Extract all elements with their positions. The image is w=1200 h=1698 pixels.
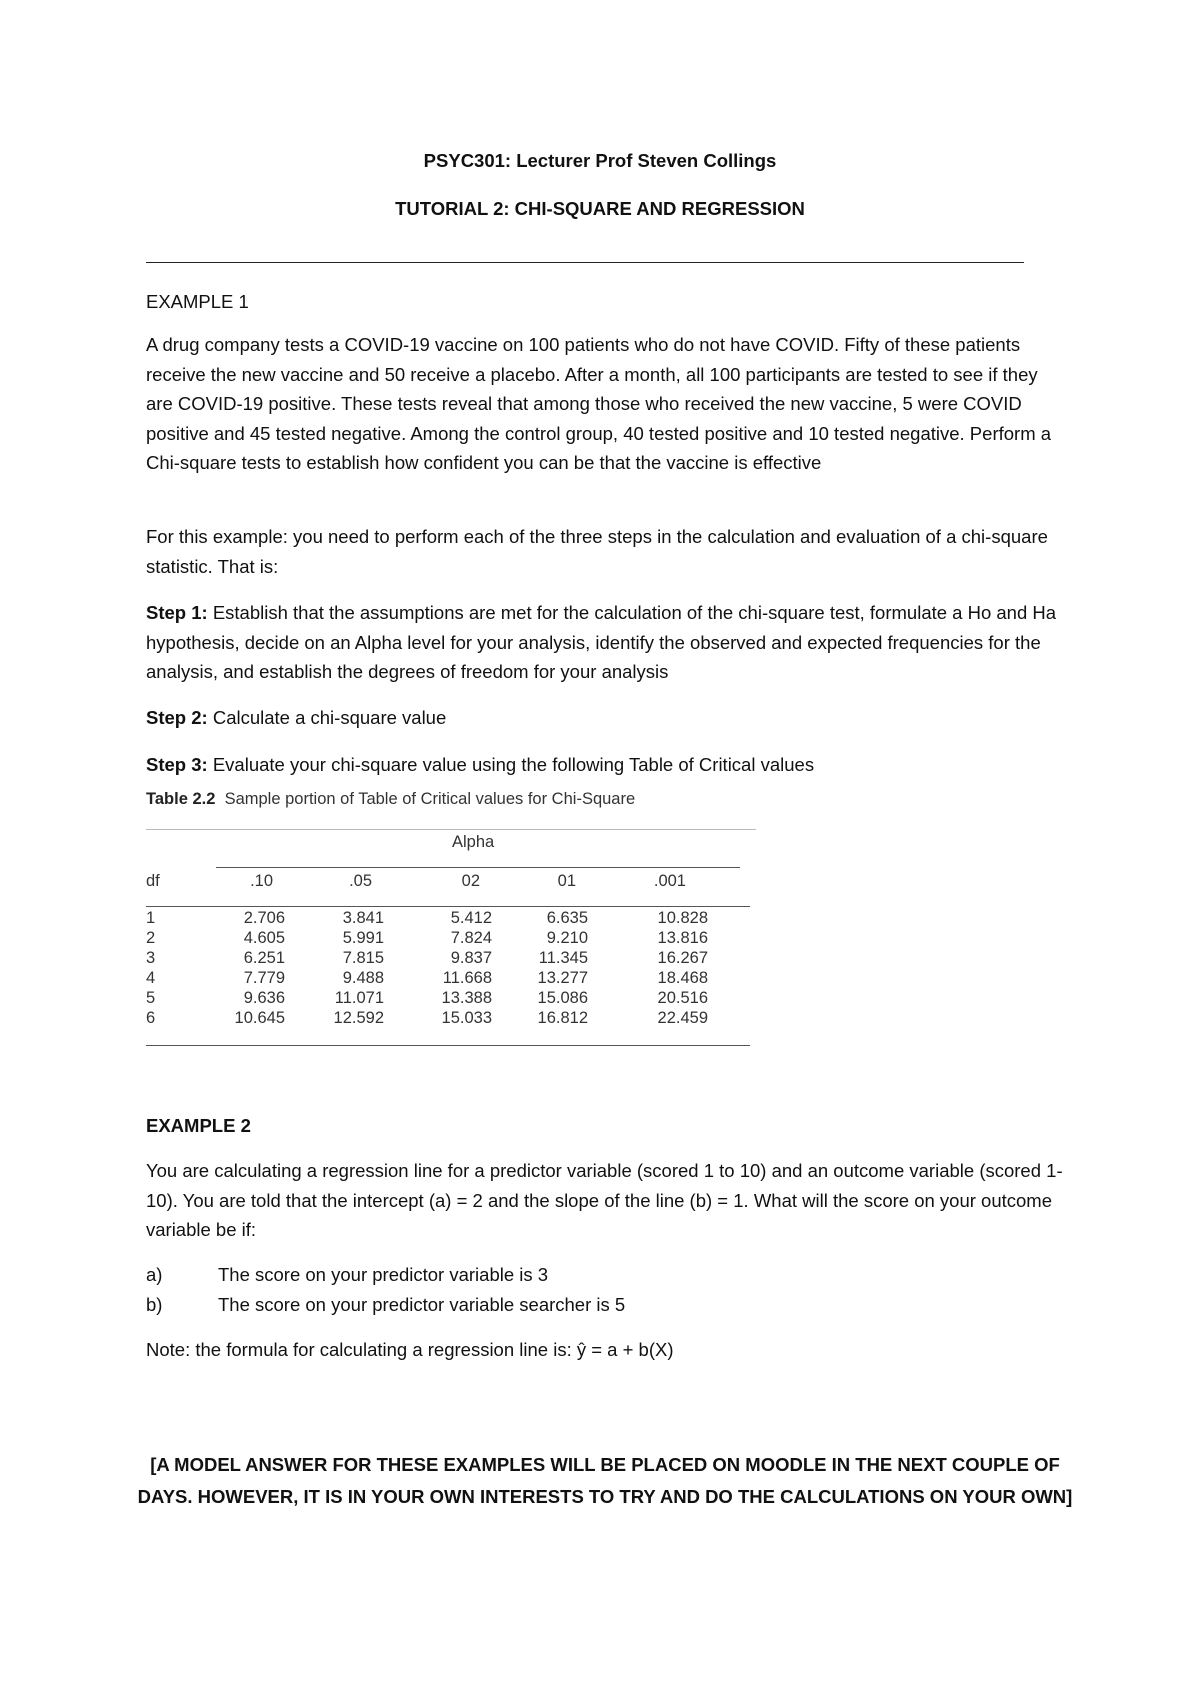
step1-paragraph bbox=[146, 598, 1066, 687]
header-divider bbox=[146, 262, 1024, 263]
table-value-cell: 2.706 bbox=[243, 909, 285, 927]
table-value-cell: 12.592 bbox=[333, 1009, 384, 1027]
table-df-cell: 3 bbox=[146, 949, 156, 967]
table-value-cell: 9.837 bbox=[450, 949, 492, 967]
table-value-cell: 16.267 bbox=[657, 949, 708, 967]
step3-paragraph bbox=[146, 750, 1066, 780]
header-bottom-rule bbox=[146, 906, 750, 907]
item-a-text: The score on your predictor variable is 3 bbox=[218, 1264, 549, 1285]
table-bottom-rule bbox=[146, 1045, 750, 1046]
item-a bbox=[146, 1260, 548, 1289]
table-value-cell: 10.645 bbox=[234, 1009, 285, 1027]
table-value-cell: 9.636 bbox=[243, 989, 285, 1007]
step2-text: Calculate a chi-square value bbox=[207, 707, 447, 728]
table-caption-text: Sample portion of Table of Critical values for Chi-Square bbox=[224, 790, 636, 808]
table-value-cell: 10.828 bbox=[657, 909, 708, 927]
step2-label: Step 2: bbox=[146, 707, 208, 728]
example1-intro: For this example: you need to perform each of the three steps in the calculation and evaluation of a chi-square statistic. That is: bbox=[146, 526, 1048, 577]
table-value-cell: 22.459 bbox=[657, 1009, 708, 1027]
table-value-cell: 4.605 bbox=[243, 929, 285, 947]
table-df-cell: 1 bbox=[146, 909, 156, 927]
table-value-cell: 13.277 bbox=[537, 969, 588, 987]
table-value-cell: 11.071 bbox=[334, 989, 384, 1007]
table-value-cell: 16.812 bbox=[537, 1009, 588, 1027]
example1-heading: EXAMPLE 1 bbox=[146, 291, 249, 312]
step1-text: Establish that the assumptions are met for the calculation of the chi-square test, formulate a Ho and Ha hypothesis, decide on an Alpha level for your analysis, identify the observed and expected frequencies for the analysis, and establish the degrees of freedom for your analysis bbox=[146, 602, 1057, 682]
table-value-cell: 9.488 bbox=[342, 969, 384, 987]
table-caption-label: Table 2.2 bbox=[146, 790, 216, 808]
table-value-cell: 11.345 bbox=[538, 949, 588, 967]
item-b-text: The score on your predictor variable searcher is 5 bbox=[218, 1294, 626, 1315]
course-title: PSYC301: Lecturer Prof Steven Collings bbox=[423, 150, 777, 171]
alpha-col-header: 02 bbox=[461, 872, 480, 890]
alpha-underline bbox=[216, 867, 740, 868]
table-top-rule bbox=[146, 829, 756, 830]
table-df-cell: 6 bbox=[146, 1009, 156, 1027]
table-df-cell: 2 bbox=[146, 929, 156, 947]
table-value-cell: 5.412 bbox=[450, 909, 492, 927]
df-header: df bbox=[146, 872, 160, 890]
table-value-cell: 20.516 bbox=[657, 989, 708, 1007]
item-a-label: a) bbox=[146, 1264, 163, 1285]
table-value-cell: 13.816 bbox=[657, 929, 708, 947]
regression-formula-note: Note: the formula for calculating a regression line is: ŷ = a + b(X) bbox=[146, 1339, 674, 1360]
table-value-cell: 18.468 bbox=[657, 969, 708, 987]
step3-text: Evaluate your chi-square value using the following Table of Critical values bbox=[207, 754, 815, 775]
table-value-cell: 7.779 bbox=[243, 969, 285, 987]
table-value-cell: 7.824 bbox=[450, 929, 492, 947]
model-answer-notice: [A MODEL ANSWER FOR THESE EXAMPLES WILL BE PLACED ON MOODLE IN THE NEXT COUPLE OF DAYS. HOWEVER, IT IS IN YOUR OWN INTERESTS TO TRY AND DO THE CALCULATIONS ON YOUR OWN] bbox=[137, 1453, 1073, 1507]
table-value-cell: 13.388 bbox=[441, 989, 492, 1007]
table-value-cell: 15.033 bbox=[441, 1009, 492, 1027]
table-df-cell: 5 bbox=[146, 989, 156, 1007]
alpha-col-header: 01 bbox=[557, 872, 576, 890]
table-caption bbox=[146, 790, 635, 809]
step3-label: Step 3: bbox=[146, 754, 208, 775]
table-value-cell: 6.251 bbox=[243, 949, 285, 967]
step1-label: Step 1: bbox=[146, 602, 208, 623]
alpha-col-header: .05 bbox=[349, 872, 372, 890]
alpha-col-header: .001 bbox=[653, 872, 686, 890]
tutorial-title: TUTORIAL 2: CHI-SQUARE AND REGRESSION bbox=[395, 198, 805, 219]
table-value-cell: 5.991 bbox=[342, 929, 384, 947]
item-b bbox=[146, 1290, 625, 1319]
item-b-label: b) bbox=[146, 1294, 163, 1315]
example1-paragraph: A drug company tests a COVID-19 vaccine on 100 patients who do not have COVID. Fifty of these patients receive the new vaccine and 50 receive a placebo. After a month, all 100 participants are tested to see if they are COVID-19 positive. These tests reveal that among those who received the new vaccine, 5 were COVID positive and 45 tested negative. Among the control group, 40 tested positive and 10 tested negative. Perform a Chi-square tests to establish how confident you can be that the vaccine is effective bbox=[146, 334, 1052, 473]
table-value-cell: 3.841 bbox=[342, 909, 384, 927]
table-value-cell: 7.815 bbox=[342, 949, 384, 967]
table-value-cell: 15.086 bbox=[537, 989, 588, 1007]
table-value-cell: 11.668 bbox=[442, 969, 492, 987]
example2-paragraph: You are calculating a regression line for a predictor variable (scored 1 to 10) and an outcome variable (scored 1-10). You are told that the intercept (a) = 2 and the slope of the line (b) = 1. What will the score on your outcome variable be if: bbox=[146, 1160, 1063, 1240]
alpha-col-header: .10 bbox=[250, 872, 273, 890]
step2-paragraph bbox=[146, 703, 1066, 733]
table-value-cell: 9.210 bbox=[546, 929, 588, 947]
table-df-cell: 4 bbox=[146, 969, 156, 987]
table-value-cell: 6.635 bbox=[546, 909, 588, 927]
alpha-header: Alpha bbox=[452, 833, 495, 851]
example2-heading: EXAMPLE 2 bbox=[146, 1115, 251, 1136]
